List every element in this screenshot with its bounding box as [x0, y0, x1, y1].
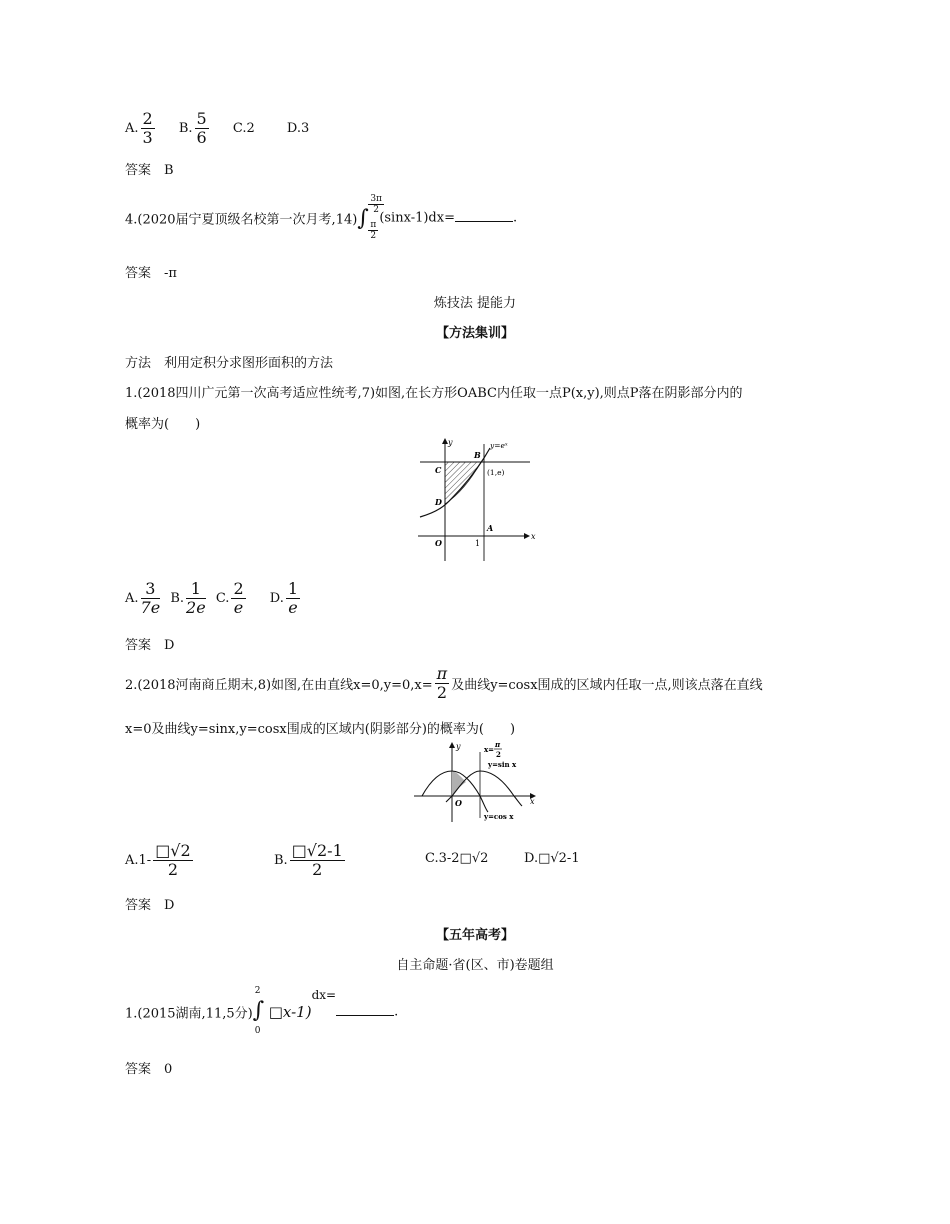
- shaded-region: [452, 771, 466, 796]
- label-sin: y=sin x: [488, 760, 517, 769]
- p1-option-a-fraction: $\frac{3}{7e}$: [140, 579, 161, 617]
- q3-option-a-fraction: $\frac{2}{3}$: [142, 109, 153, 147]
- p1-line1: 1.(2018四川广元第一次高考适应性统考,7)如图,在长方形OABC内任取一点P(x,y),则点P落在阴影部分内的: [125, 386, 743, 401]
- p1-option-c-fraction: $\frac{2}{e}$: [233, 579, 244, 617]
- p2-pi-over-2: $\frac{\pi}{2}$: [436, 664, 448, 702]
- five-q1-integral: [253, 988, 269, 1036]
- label-point: (1,e): [487, 468, 505, 477]
- p2-option-b-fraction: $\frac{□√2-1}{2}$: [291, 841, 343, 879]
- q4-answer: 答案 -π: [125, 266, 177, 281]
- q4-line: 4.(2020届宁夏顶级名校第一次月考,14) ∫ $\frac{3\pi}{2}$ $\frac{\pi}{2}$ (sinx-1)dx= .: [125, 194, 518, 241]
- label-x: x: [531, 532, 536, 541]
- five-q1-dx: dx=: [311, 988, 337, 1002]
- q3-option-c: C.2: [232, 121, 255, 136]
- method-bracket: 【方法集训】: [435, 326, 514, 341]
- p2-option-b-label: B.: [274, 853, 288, 868]
- five-q1-blank: [336, 1003, 394, 1016]
- p2-answer: 答案 D: [125, 898, 175, 913]
- p2-option-d: D.□√2-1: [524, 851, 580, 866]
- q3-option-b-fraction: $\frac{5}{6}$: [196, 109, 207, 147]
- p2-line1-a: 2.(2018河南商丘期末,8)如图,在由直线x=0,y=0,x=: [125, 678, 433, 693]
- five-year-bracket: 【五年高考】: [435, 928, 514, 943]
- q4-upper-limit: $\frac{3\pi}{2}$: [370, 194, 382, 215]
- label-A: A: [487, 523, 494, 533]
- label-O: O: [435, 538, 442, 548]
- p2-option-c: C.3-2□√2: [425, 851, 489, 866]
- p1-option-a-label: A.: [125, 591, 139, 606]
- p1-option-d-label: D.: [269, 591, 284, 606]
- p1-figure: [412, 436, 542, 564]
- p1-options: [125, 580, 302, 617]
- p1-line2: 概率为( ): [125, 417, 201, 432]
- q3-options: [125, 110, 309, 147]
- label-B: B: [474, 450, 481, 460]
- q3-option-a-label: A.: [125, 121, 139, 136]
- method-heading: 方法 利用定积分求图形面积的方法: [125, 356, 334, 371]
- five-q1-upper: 2: [254, 986, 261, 996]
- p1-option-c-label: C.: [215, 591, 230, 606]
- label-xeq: x=: [484, 745, 495, 754]
- label-one: 1: [475, 539, 481, 548]
- q4-prefix: 4.(2020届宁夏顶级名校第一次月考,14): [125, 212, 358, 228]
- label-cos: y=cos x: [484, 812, 514, 821]
- q4-lower-limit: $\frac{\pi}{2}$: [370, 220, 377, 241]
- label-C: C: [435, 465, 442, 475]
- p1-option-b-label: B.: [170, 591, 185, 606]
- p2-option-b: [274, 842, 347, 879]
- label-two: 2: [496, 750, 501, 759]
- label-x: x: [530, 797, 535, 806]
- section-title: 炼技法 提能力: [433, 296, 517, 311]
- p2-option-a-fraction: $\frac{□√2}{2}$: [155, 841, 191, 879]
- q4-blank: [455, 209, 513, 222]
- q3-option-d: D.3: [286, 121, 310, 136]
- label-curve: y=eˣ: [490, 441, 508, 450]
- integral-sign: ∫: [252, 998, 265, 1023]
- p1-answer: 答案 D: [125, 638, 175, 653]
- label-O: O: [455, 798, 462, 808]
- p2-figure: [410, 740, 540, 824]
- p1-option-d-fraction: $\frac{1}{e}$: [287, 579, 299, 617]
- five-q1-lower: 0: [254, 1026, 261, 1036]
- p2-line1-b: 及曲线y=cosx围成的区域内任取一点,则该点落在直线: [451, 678, 763, 693]
- p2-line1: [125, 665, 763, 702]
- label-D: D: [435, 497, 442, 507]
- p2-option-a-label: A.1-: [125, 853, 152, 868]
- five-q1-answer: 答案 0: [125, 1062, 173, 1077]
- label-y: y: [448, 438, 453, 447]
- p2-line2: x=0及曲线y=sinx,y=cosx围成的区域内(阴影部分)的概率为( ): [125, 722, 516, 737]
- five-q1-integrand: □x-1): [268, 1003, 312, 1021]
- label-pi: π: [495, 740, 501, 749]
- q3-answer: 答案 B: [125, 163, 174, 178]
- five-q1: 1.(2015湖南,11,5分) 2 ∫ 0 □x-1)dx=.: [125, 986, 399, 1036]
- shaded-region: [445, 462, 481, 504]
- q4-integral: [357, 194, 382, 241]
- integral-sign: ∫: [357, 206, 369, 231]
- five-q1-prefix: 1.(2015湖南,11,5分): [125, 1006, 253, 1022]
- p1-option-b-fraction: $\frac{1}{2e}$: [186, 579, 206, 617]
- five-year-subtitle: 自主命题·省(区、市)卷题组: [396, 958, 554, 973]
- p2-option-a: [125, 842, 195, 879]
- q4-integrand: (sinx-1)dx=: [379, 210, 455, 226]
- q3-option-b-label: B.: [178, 121, 193, 136]
- label-y: y: [456, 742, 461, 751]
